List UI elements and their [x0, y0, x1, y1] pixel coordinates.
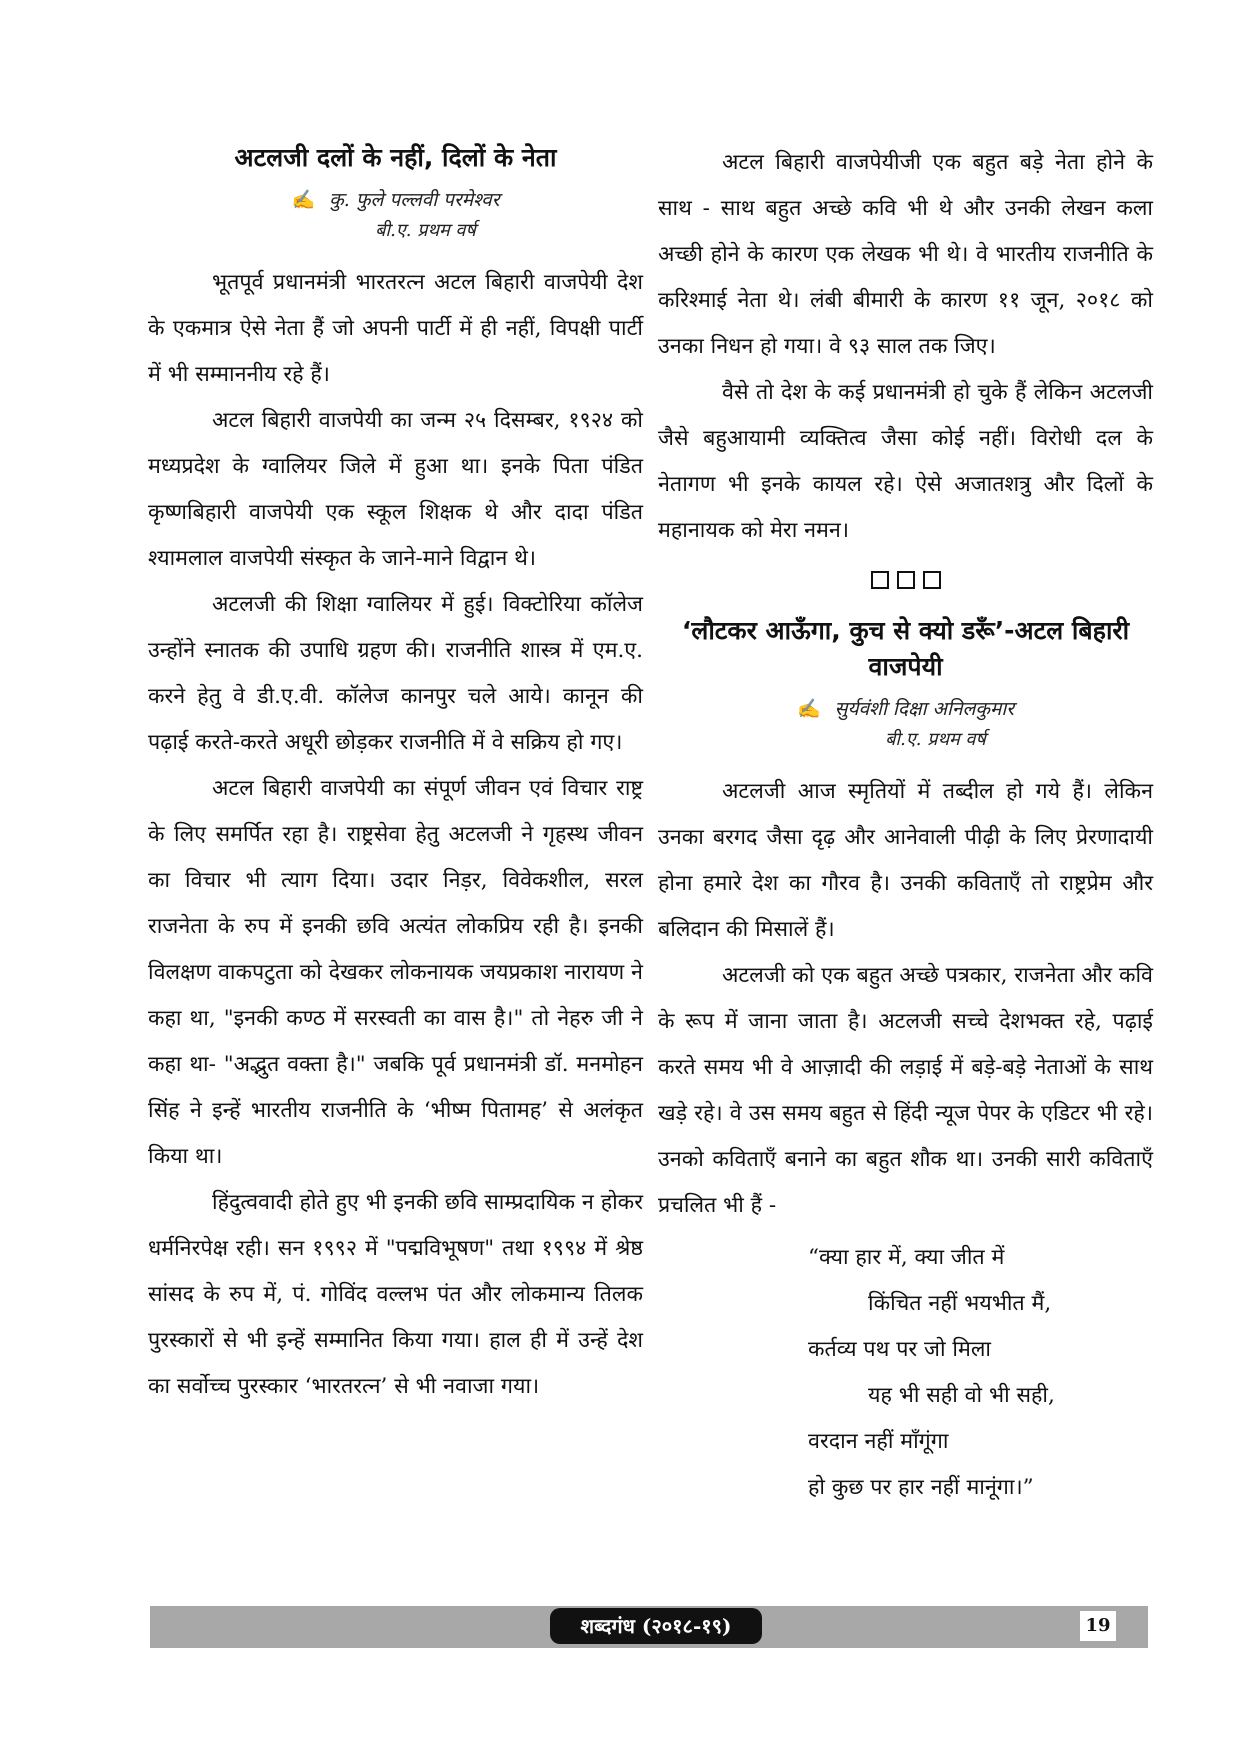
- article-2-title: ‘लौटकर आऊँगा, कुच से क्यो डरूँ’-अटल बिहारी वाजपेयी: [681, 616, 1130, 681]
- paragraph: अटलजी को एक बहुत अच्छे पत्रकार, राजनेता और कवि के रूप में जाना जाता है। अटलजी सच्चे देशभक्त रहे, पढ़ाई करते समय भी वे आज़ादी की लड़ाई में बड़े-बड़े नेताओं के साथ खड़े रहे। वे उस समय बहुत से हिंदी न्यूज पेपर के एडिटर भी रहे। उनको कविताएँ बनाने का बहुत शौक था। उनकी सारी कविताएँ प्रचलित भी हैं -: [658, 963, 1153, 1218]
- paragraph: अटल बिहारी वाजपेयीजी एक बहुत बड़े नेता होने के साथ - साथ बहुत अच्छे कवि भी थे और उनकी लेखन कला अच्छी होने के कारण एक लेखक भी थे। वे भारतीय राजनीति के करिश्माई नेता थे। लंबी बीमारी के कारण ११ जून, २०१८ को उनका निधन हो गया। वे ९३ साल तक जिए।: [658, 150, 1153, 359]
- square-icon: [897, 571, 915, 589]
- section-separator: [658, 570, 1153, 595]
- paragraph: भूतपूर्व प्रधानमंत्री भारतरत्न अटल बिहारी वाजपेयी देश के एकमात्र ऐसे नेता हैं जो अपनी पार्टी में ही नहीं, विपक्षी पार्टी में भी सम्माननीय रहे हैं।: [148, 270, 643, 387]
- article-2-author: [658, 693, 1153, 725]
- magazine-name: शब्दगंध (२०१८-१९): [550, 1608, 762, 1644]
- poem-line: किंचित नहीं भयभीत मैं,: [868, 1291, 1052, 1316]
- article-1-author-name: कु. फुले पल्लवी परमेश्वर: [329, 189, 500, 211]
- paragraph: अटल बिहारी वाजपेयी का संपूर्ण जीवन एवं विचार राष्ट्र के लिए समर्पित रहा है। राष्ट्रसेवा हेतु अटलजी ने गृहस्थ जीवन का विचार भी त्याग दिया। उदार निड़र, विवेकशील, सरल राजनेता के रुप में इनकी छवि अत्यंत लोकप्रिय रही है। इनकी विलक्षण वाकपटुता को देखकर लोकनायक जयप्रकाश नारायण ने कहा था, "इनकी कण्ठ में सरस्वती का वास है।" तो नेहरु जी ने कहा था- "अद्भुत वक्ता है।" जबकि पूर्व प्रधानमंत्री डॉ. मनमोहन सिंह ने इन्हें भारतीय राजनीति के ‘भीष्म पितामह’ से अलंकृत किया था।: [148, 776, 643, 1169]
- left-column: [148, 140, 643, 1410]
- article-1-title: अटलजी दलों के नहीं, दिलों के नेता: [234, 143, 557, 172]
- paragraph: वैसे तो देश के कई प्रधानमंत्री हो चुके हैं लेकिन अटलजी जैसे बहुआयामी व्यक्तित्व जैसा कोई नहीं। विरोधी दल के नेतागण भी इनके कायल रहे। ऐसे अजातशत्रु और दिलों के महानायक को मेरा नमन।: [658, 380, 1153, 543]
- pen-icon: ✍: [796, 698, 821, 720]
- paragraph: अटलजी आज स्मृतियों में तब्दील हो गये हैं। लेकिन उनका बरगद जैसा दृढ़ और आनेवाली पीढ़ी के लिए प्रेरणादायी होना हमारे देश का गौरव है। उनकी कविताएँ तो राष्ट्रप्रेम और बलिदान की मिसालें हैं।: [658, 779, 1153, 942]
- article-1-class: बी.ए. प्रथम वर्ष: [375, 220, 476, 241]
- article-2-class: बी.ए. प्रथम वर्ष: [885, 729, 986, 750]
- poem-line: हो कुछ पर हार नहीं मानूंगा।”: [808, 1475, 1034, 1500]
- poem-line: “क्या हार में, क्या जीत में: [808, 1245, 1005, 1270]
- article-2-author-name: सुर्यवंशी दिक्षा अनिलकुमार: [834, 698, 1015, 720]
- poem-line: यह भी सही वो भी सही,: [868, 1383, 1055, 1408]
- poem-line: कर्तव्य पथ पर जो मिला: [808, 1337, 991, 1362]
- article-1-author: [148, 184, 643, 216]
- page-footer: [150, 1606, 1148, 1648]
- poem: [658, 1235, 1153, 1511]
- paragraph: अटल बिहारी वाजपेयी का जन्म २५ दिसम्बर, १९२४ को मध्यप्रदेश के ग्वालियर जिले में हुआ था। इनके पिता पंडित कृष्णबिहारी वाजपेयी एक स्कूल शिक्षक थे और दादा पंडित श्यामलाल वाजपेयी संस्कृत के जाने-माने विद्वान थे।: [148, 408, 643, 571]
- pen-icon: ✍: [291, 189, 316, 211]
- paragraph: हिंदुत्ववादी होते हुए भी इनकी छवि साम्प्रदायिक न होकर धर्मनिरपेक्ष रही। सन १९९२ में "पद्मविभूषण" तथा १९९४ में श्रेष्ठ सांसद के रुप में, पं. गोविंद वल्लभ पंत और लोकमान्य तिलक पुरस्कारों से भी इन्हें सम्मानित किया गया। हाल ही में उन्हें देश का सर्वोच्च पुरस्कार ‘भारतरत्न’ से भी नवाजा गया।: [148, 1190, 643, 1399]
- right-column: [658, 140, 1153, 1511]
- page-number: 19: [1080, 1611, 1116, 1641]
- paragraph: अटलजी की शिक्षा ग्वालियर में हुई। विक्टोरिया कॉलेज उन्होंने स्नातक की उपाधि ग्रहण की। राजनीति शास्त्र में एम.ए. करने हेतु वे डी.ए.वी. कॉलेज कानपुर चले आये। कानून की पढ़ाई करते-करते अधूरी छोड़कर राजनीति में वे सक्रिय हो गए।: [148, 592, 643, 755]
- square-icon: [923, 571, 941, 589]
- poem-line: वरदान नहीं माँगूंगा: [808, 1429, 949, 1454]
- square-icon: [871, 571, 889, 589]
